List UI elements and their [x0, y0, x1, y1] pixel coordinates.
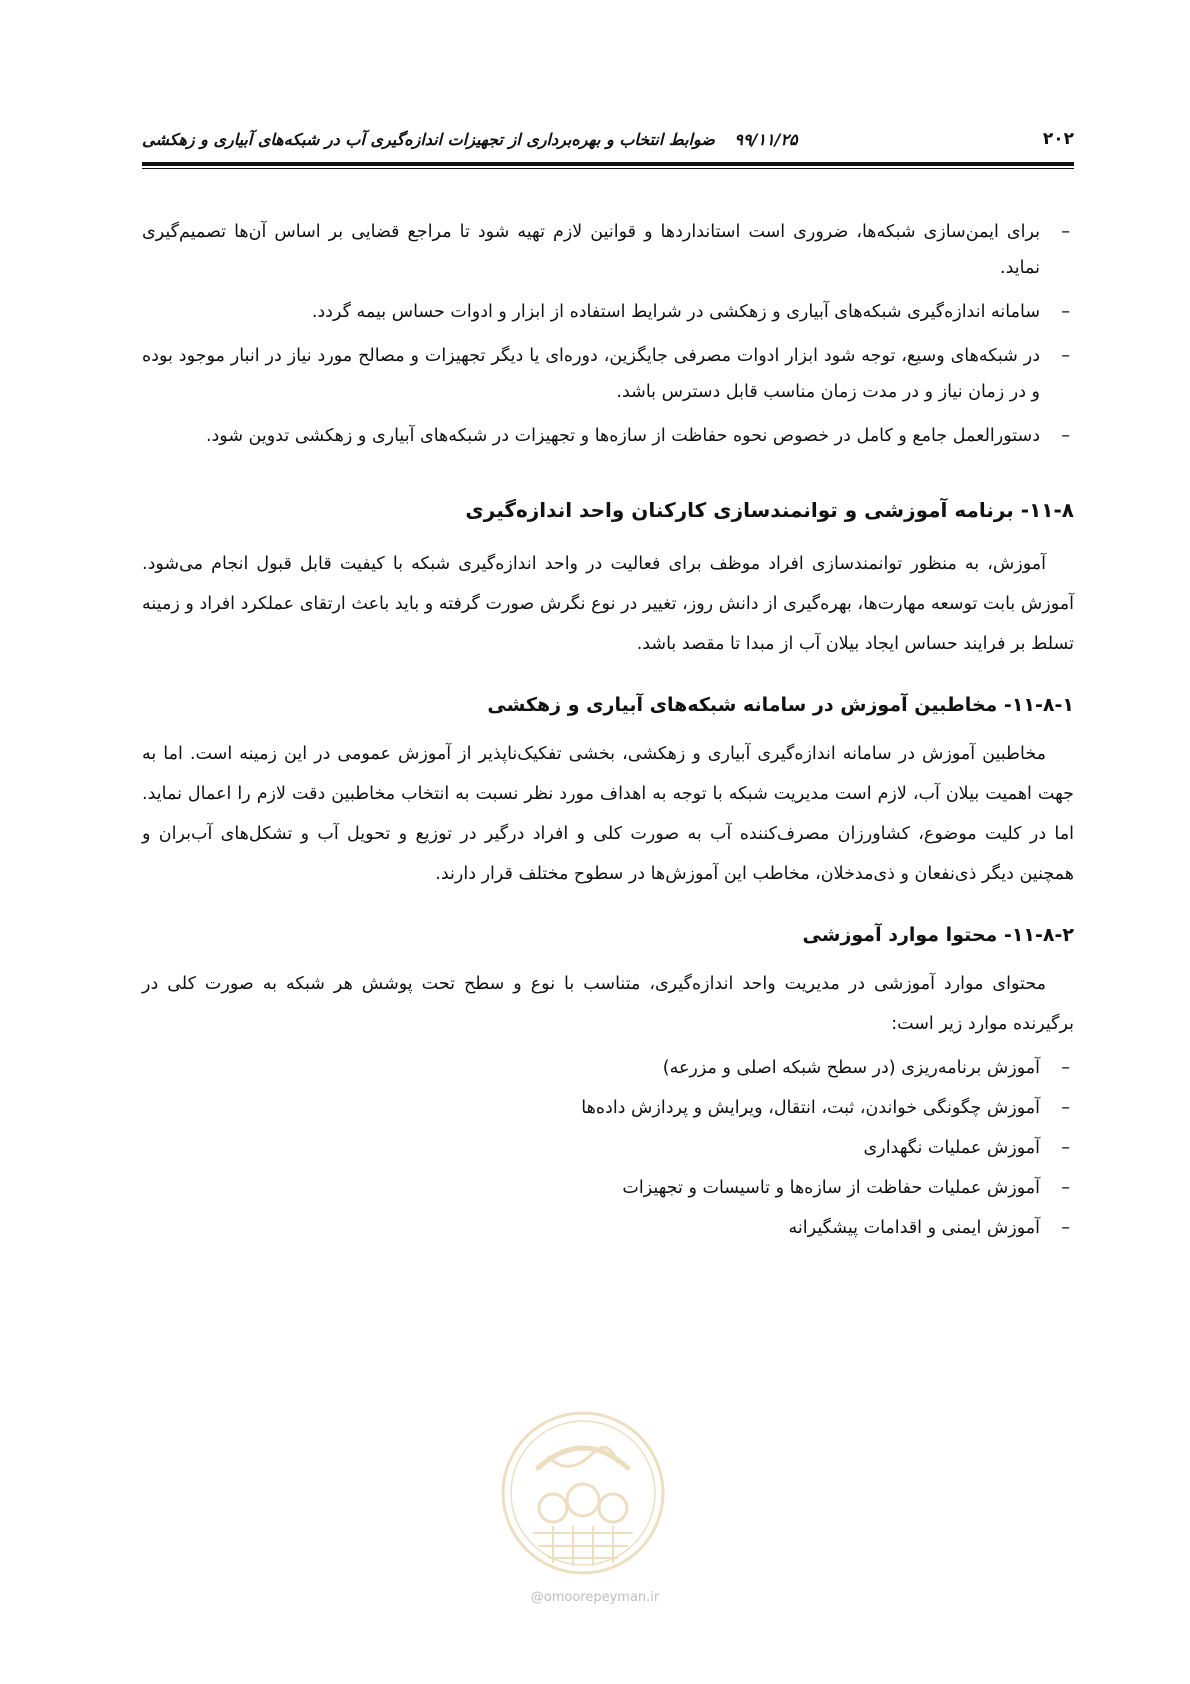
page-number: ۲۰۲ [1042, 129, 1074, 149]
list-item [142, 1128, 1074, 1168]
header-title-block [142, 130, 798, 149]
dash-marker: – [1061, 426, 1070, 446]
subsection-paragraph-content: محتوای موارد آموزشی در مدیریت واحد اندازه‌گیری، متناسب با نوع و سطح تحت پوشش هر شبکه به صورت کلی در برگیرنده موارد زیر است: [142, 974, 1074, 1034]
section-paragraph: آموزش، به منظور توانمندسازی افراد موظف برای فعالیت در واحد اندازه‌گیری شبکه با کیفیت قابل قبول انجام می‌شود. آموزش بابت توسعه مهارت‌ها، بهره‌گیری از دانش روز، تغییر در نوع نگرش صورت گرفته و باید باعث ارتقای عملکرد افراد و زمینه تسلط بر فرایند حساس ایجاد بیلان آب از مبدا تا مقصد باشد. [142, 554, 1074, 654]
list-item-text: آموزش عملیات حفاظت از سازه‌ها و تاسیسات و تجهیزات [622, 1178, 1040, 1198]
training-topics-list [142, 1048, 1074, 1248]
list-item-text: آموزش ایمنی و اقدامات پیشگیرانه [788, 1218, 1040, 1238]
bullet-list-top [142, 214, 1074, 454]
document-body [142, 214, 1074, 1248]
header-title: ضوابط انتخاب و بهره‌برداری از تجهیزات اندازه‌گیری آب در شبکه‌های آبیاری و زهکشی [142, 129, 715, 149]
dash-marker: – [1061, 346, 1070, 366]
dash-marker: – [1061, 1058, 1070, 1078]
list-item-text: دستورالعمل جامع و کامل در خصوص نحوه حفاظت از سازه‌ها و تجهیزات در شبکه‌های آبیاری و زهکشی تدوین شود. [205, 426, 1040, 446]
dash-marker: – [1061, 302, 1070, 322]
running-header [142, 122, 1074, 156]
list-item-text: سامانه اندازه‌گیری شبکه‌های آبیاری و زهکشی در شرایط استفاده از ابزار و ادوات حساس بیمه گردد. [311, 302, 1040, 322]
dash-marker: – [1061, 1178, 1070, 1198]
list-item [142, 418, 1074, 454]
list-item-text: آموزش چگونگی خواندن، ثبت، انتقال، ویرایش و پردازش داده‌ها [581, 1098, 1040, 1118]
dash-marker: – [1061, 1098, 1070, 1118]
list-item [142, 1048, 1074, 1088]
dash-marker: – [1061, 222, 1070, 242]
dash-marker: – [1061, 1218, 1070, 1238]
list-item-text: آموزش برنامه‌ریزی (در سطح شبکه اصلی و مزرعه) [662, 1058, 1040, 1078]
section-heading: ۱۱-۸- برنامه آموزشی و توانمندسازی کارکنان واحد اندازه‌گیری [465, 498, 1074, 522]
header-rule-thick [142, 162, 1074, 166]
watermark-seal-icon [498, 1408, 668, 1578]
list-item [142, 214, 1074, 286]
subsection-heading-audience: ۱۱-۸-۱- مخاطبین آموزش در سامانه شبکه‌های آبیاری و زهکشی [487, 694, 1074, 716]
list-item [142, 338, 1074, 410]
header-date: ۹۹/۱۱/۲۵ [734, 129, 798, 149]
list-item-text: برای ایمن‌سازی شبکه‌ها، ضروری است استانداردها و قوانین لازم تهیه شود تا مراجع قضایی بر اساس آن‌ها تصمیم‌گیری نماید. [142, 222, 1040, 278]
list-item [142, 1088, 1074, 1128]
header-rule-thin [142, 168, 1074, 169]
dash-marker: – [1061, 1138, 1070, 1158]
list-item [142, 1168, 1074, 1208]
subsection-paragraph-audience: مخاطبین آموزش در سامانه اندازه‌گیری آبیاری و زهکشی، بخشی تفکیک‌ناپذیر از آموزش عمومی در این زمینه است. اما به جهت اهمیت بیلان آب، لازم است مدیریت شبکه با توجه به اهداف مورد نظر نسبت به انتخاب مخاطبین دقت لازم را اعمال نماید. اما در کلیت موضوع، کشاورزان مصرف‌کننده آب به صورت کلی و افراد درگیر در توزیع و تحویل آب و تشکل‌های آب‌بران و همچنین دیگر ذی‌نفعان و ذی‌مدخلان، مخاطب این آموزش‌ها در سطوح مختلف قرار دارند. [142, 744, 1074, 884]
subsection-heading-content: ۱۱-۸-۲- محتوا موارد آموزشی [802, 924, 1074, 946]
list-item-text: آموزش عملیات نگهداری [863, 1138, 1040, 1158]
list-item [142, 294, 1074, 330]
list-item [142, 1208, 1074, 1248]
watermark-url: @omoorepeyman.ir [530, 1590, 660, 1605]
list-item-text: در شبکه‌های وسیع، توجه شود ابزار ادوات مصرفی جایگزین، دوره‌ای یا دیگر تجهیزات و مصالح مورد نیاز در انبار موجود بوده و در زمان نیاز و در مدت زمان مناسب قابل دسترس باشد. [142, 346, 1040, 402]
